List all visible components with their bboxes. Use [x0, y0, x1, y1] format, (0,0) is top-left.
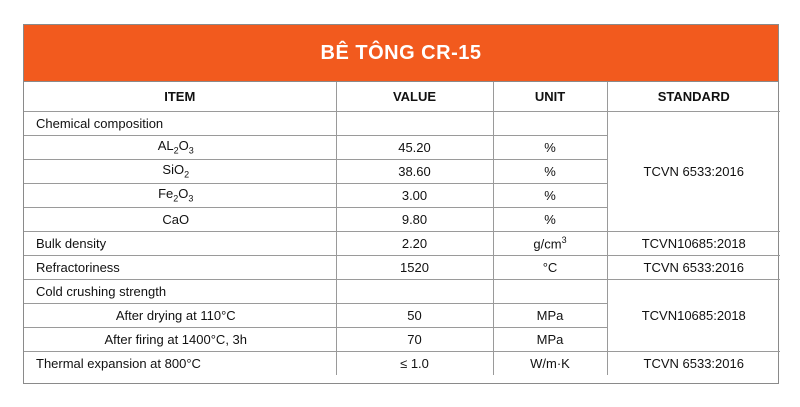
al2o3-value: 45.20	[336, 135, 493, 159]
refr-value: 1520	[336, 255, 493, 279]
bulk-standard: TCVN10685:2018	[607, 231, 780, 255]
fe2o3-label: $Fe_2O_3$	[24, 183, 336, 207]
cao-label: CaO	[24, 207, 336, 231]
chem-heading: Chemical composition	[24, 111, 336, 135]
refr-standard: TCVN 6533:2016	[607, 255, 780, 279]
cao-unit: %	[493, 207, 607, 231]
table-row	[24, 231, 780, 255]
chem-standard: TCVN 6533:2016	[607, 111, 780, 231]
fire-label: After firing at 1400°C, 3h	[24, 327, 336, 351]
empty-cell	[336, 279, 493, 303]
al2o3-label: $AL_2O_3$	[24, 135, 336, 159]
header-value: VALUE	[336, 82, 493, 111]
table-row	[24, 255, 780, 279]
fe2o3-value: 3.00	[336, 183, 493, 207]
empty-cell	[336, 111, 493, 135]
bulk-unit: $g/cm^3$	[493, 231, 607, 255]
header-standard: STANDARD	[607, 82, 780, 111]
table-row	[24, 111, 780, 135]
table-title: BÊ TÔNG CR-15	[24, 25, 778, 82]
fire-unit: MPa	[493, 327, 607, 351]
header-row	[24, 82, 780, 111]
thermal-label: Thermal expansion at 800°C	[24, 351, 336, 375]
cao-value: 9.80	[336, 207, 493, 231]
thermal-unit: W/m·K	[493, 351, 607, 375]
empty-cell	[493, 111, 607, 135]
ccs-heading: Cold crushing strength	[24, 279, 336, 303]
refr-label: Refractoriness	[24, 255, 336, 279]
dry-label: After drying at 110°C	[24, 303, 336, 327]
sio2-value: 38.60	[336, 159, 493, 183]
table-row	[24, 351, 780, 375]
ccs-standard: TCVN10685:2018	[607, 279, 780, 351]
header-item: ITEM	[24, 82, 336, 111]
refr-unit: °C	[493, 255, 607, 279]
fire-value: 70	[336, 327, 493, 351]
sio2-unit: %	[493, 159, 607, 183]
thermal-standard: TCVN 6533:2016	[607, 351, 780, 375]
sio2-label: SiO$_2$	[24, 159, 336, 183]
spec-sheet	[23, 24, 779, 384]
fe2o3-unit: %	[493, 183, 607, 207]
bulk-value: 2.20	[336, 231, 493, 255]
dry-value: 50	[336, 303, 493, 327]
dry-unit: MPa	[493, 303, 607, 327]
bulk-label: Bulk density	[24, 231, 336, 255]
al2o3-unit: %	[493, 135, 607, 159]
header-unit: UNIT	[493, 82, 607, 111]
empty-cell	[493, 279, 607, 303]
thermal-value: ≤ 1.0	[336, 351, 493, 375]
spec-table	[24, 82, 780, 375]
table-row	[24, 279, 780, 303]
